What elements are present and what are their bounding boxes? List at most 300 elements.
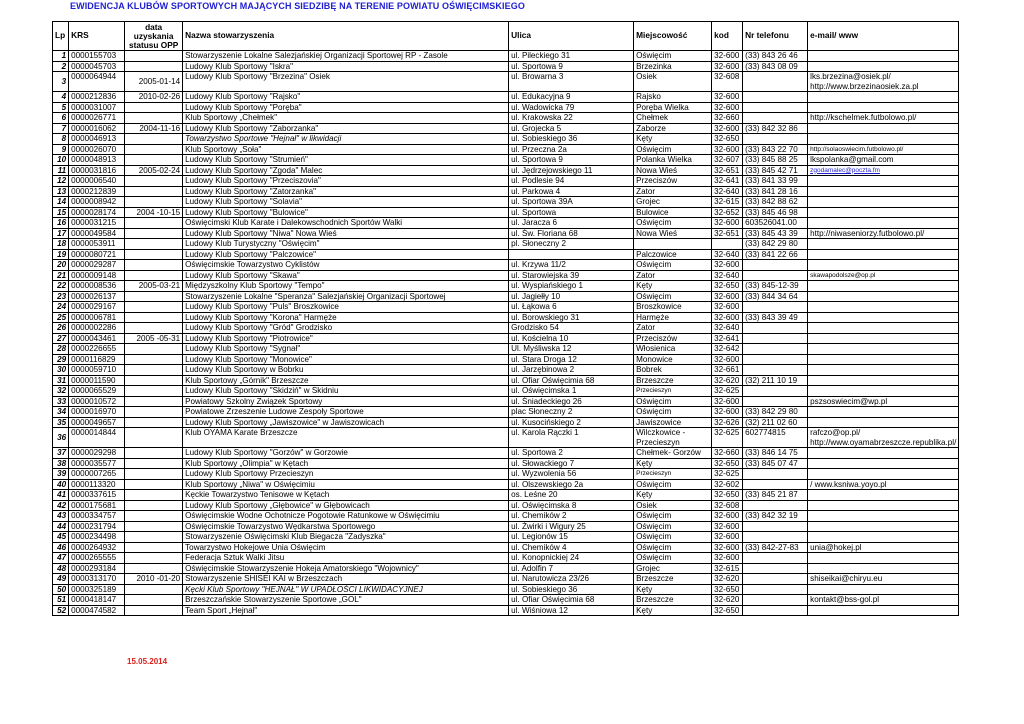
cell-name [183,490,509,501]
cell-code [712,239,743,250]
cell-web [808,291,959,302]
lp-text: 10 [57,155,67,164]
code-text: 32-642 [714,344,740,353]
cell-code [712,417,743,428]
lp-text: 51 [57,595,67,604]
cell-krs [69,270,125,281]
lp-text: 24 [57,302,67,311]
code-text: 32-600 [714,144,740,154]
cell-street [509,417,634,428]
code-text: 32-600 [714,521,740,531]
cell-code [712,144,743,155]
lp-text: 27 [57,333,67,343]
cell-street [509,123,634,134]
name-text: Ludowy Klub Turystyczny "Oświęcim" [185,239,320,248]
cell-phone [743,407,808,418]
cell-name [183,113,509,124]
cell-date [125,176,183,187]
cell-web [808,260,959,271]
krs-text: 0000010572 [71,396,117,406]
lp-text: 23 [57,291,67,301]
cell-city [634,605,712,616]
city-text: Przecieszyn [636,470,672,477]
cell-name [183,186,509,197]
name-text: Ludowy Klub Sportowy "Korona" Harmęże [185,312,337,322]
cell-city [634,500,712,511]
cell-name [183,197,509,208]
cell-phone [743,72,808,92]
cell-code [712,207,743,218]
street-text: ul. Wiśniowa 12 [511,605,568,615]
cell-phone [743,595,808,606]
cell-lp [53,574,69,585]
street-text: os. Leśne 20 [511,490,558,499]
lp-text: 50 [57,584,67,594]
code-text: 32-600 [714,51,740,60]
cell-lp [53,595,69,606]
table-row [53,186,959,197]
cell-web [808,511,959,522]
lp-text: 28 [57,344,67,353]
cell-date [125,72,183,92]
krs-text: 0000031816 [71,165,117,175]
code-text: 32-600 [714,407,740,416]
krs-text: 0000293184 [71,563,117,573]
krs-text: 0000026137 [71,291,117,301]
cell-street [509,144,634,155]
cell-name [183,595,509,606]
cell-web [808,165,959,176]
cell-street [509,113,634,124]
cell-date [125,186,183,197]
cell-city [634,92,712,103]
web-text[interactable]: http://niwaseniorzy.futbolowo.pl/ [810,228,925,238]
cell-street [509,281,634,292]
code-text: 32-608 [714,72,740,81]
cell-lp [53,51,69,62]
cell-date [125,218,183,229]
cell-krs [69,281,125,292]
cell-code [712,563,743,574]
street-text: ul. Sportowa 9 [511,61,563,71]
cell-web [808,61,959,72]
phone-text: (33) 842 32 19 [745,511,798,520]
lp-text: 13 [57,186,67,196]
cell-phone [743,333,808,344]
phone-text: (33) 845 21 87 [745,490,798,499]
cell-street [509,302,634,313]
cell-city [634,239,712,250]
cell-web [808,302,959,313]
krs-text: 0000026771 [71,113,117,122]
cell-code [712,333,743,344]
name-text: Klub Sportowy „Chełmek" [185,113,278,122]
phone-text: (33) 842 29 80 [745,239,798,248]
cell-street [509,542,634,553]
cell-date [125,291,183,302]
cell-phone [743,448,808,459]
cell-krs [69,260,125,271]
table-row [53,553,959,564]
cell-web [808,249,959,260]
cell-phone [743,521,808,532]
krs-text: 0000049584 [71,228,117,238]
cell-web [808,417,959,428]
web-text[interactable]: http://solaoswiecim.futbolowo.pl/ [810,145,904,153]
street-text: ul. Łąkowa 6 [511,302,557,311]
street-text: ul. Jagiełły 10 [511,291,561,301]
cell-name [183,249,509,260]
krs-text: 0000006540 [71,176,117,185]
cell-phone [743,92,808,103]
name-text: Ludowy Klub Sportowy "Sygnał" [185,344,301,353]
code-text: 32-651 [714,165,740,175]
web-text[interactable]: skawapodolsze@op.pl [810,271,876,279]
cell-code [712,218,743,229]
city2-text: Przecieszyn [636,437,680,447]
code-text: 32-600 [714,302,740,311]
web2-text[interactable]: http://www.brzezinaosiek.za.pl [810,81,919,91]
table-row [53,365,959,376]
date-text: 2010 -01-20 [136,574,181,583]
cell-name [183,458,509,469]
cell-web [808,155,959,166]
cell-phone [743,155,808,166]
krs-text: 0000059710 [71,365,117,374]
cell-web [808,333,959,344]
cell-code [712,123,743,134]
cell-city [634,542,712,553]
lp-text: 37 [57,448,67,457]
city-text: Oświęcim [636,553,672,562]
name-text: Powiatowy Szkolny Związek Sportowy [185,396,323,406]
table-row [53,72,959,92]
cell-web [808,123,959,134]
cell-krs [69,396,125,407]
cell-name [183,407,509,418]
table-row [53,155,959,166]
code-text: 32-620 [714,375,740,385]
cell-date [125,123,183,134]
table-row [53,386,959,397]
cell-krs [69,542,125,553]
cell-city [634,511,712,522]
code-text: 32-600 [714,511,740,520]
cell-street [509,239,634,250]
cell-code [712,249,743,260]
cell-street [509,270,634,281]
cell-phone [743,344,808,355]
cell-city [634,479,712,490]
krs-text: 0000053911 [71,239,116,248]
name-text: Międzyszkolny Klub Sportowy "Tempo" [185,281,325,290]
cell-street [509,344,634,355]
lp-text: 47 [57,553,67,562]
street-text: ul. Stara Droga 12 [511,354,577,364]
web-text[interactable]: rafczo@op.pl/ [810,428,861,437]
cell-date [125,375,183,386]
cell-city [634,563,712,574]
phone-text: (33) 843 08 09 [745,61,798,71]
phone-text: 602774815 [745,428,786,437]
phone-text: (33) 842 29 80 [745,407,798,416]
cell-name [183,574,509,585]
cell-city [634,197,712,208]
cell-lp [53,490,69,501]
cell-code [712,500,743,511]
table-row [53,354,959,365]
table-row [53,469,959,480]
table-row [53,396,959,407]
code-text: 32-600 [714,312,740,322]
name-text: Klub Sportowy „Olimpia" w Kętach [185,458,309,468]
cell-city [634,553,712,564]
city-text: Poręba Wielka [636,102,689,112]
cell-code [712,155,743,166]
name-text: Ludowy Klub Sportowy "Skidziń" w Skidniu [185,386,339,395]
cell-web [808,469,959,480]
street-text: ul. Adolfin 7 [511,563,553,573]
cell-date [125,333,183,344]
cell-lp [53,113,69,124]
table-row [53,500,959,511]
web-text[interactable]: / www.ksniwa.yoyo.pl [810,479,887,489]
cell-web [808,176,959,187]
cell-date [125,500,183,511]
cell-lp [53,186,69,197]
web-text[interactable]: lkspolanka@gmail.com [810,155,894,164]
code-text: 32-607 [714,155,740,164]
cell-code [712,584,743,595]
cell-date [125,365,183,376]
cell-web [808,134,959,145]
code-text: 32-641 [714,176,740,185]
code-text: 32-600 [714,92,740,101]
cell-name [183,365,509,376]
city-text: Oświęcim [636,260,672,269]
cell-web [808,197,959,208]
cell-name [183,165,509,176]
name-text: Ludowy Klub Sportowy „Głębowice" w Głębowicach [185,500,370,510]
street-text: Grodzisko 54 [511,323,559,332]
cell-city [634,51,712,62]
krs-text: 0000029287 [71,260,117,269]
cell-web [808,396,959,407]
street-text: ul. Wyspiańskiego 1 [511,281,584,290]
phone-text: (33) 844 34 64 [745,291,798,301]
street-text: ul. Kościelna 10 [511,333,569,343]
cell-city [634,595,712,606]
code-text: 32-600 [714,218,740,227]
name-text: Ludowy Klub Sportowy "Brzezina" Osiek [185,72,330,81]
cell-lp [53,521,69,532]
cell-phone [743,458,808,469]
header-lp: Lp [53,22,69,51]
header-date: data uzyskania statusu OPP [125,22,183,51]
krs-text: 0000048913 [71,155,117,164]
code-text: 32-652 [714,207,740,217]
cell-web [808,323,959,334]
phone-text: (33) 841 28 16 [745,186,798,196]
street-text: ul. Pileckiego 31 [511,51,571,60]
street-text: ul. Karola Rączki 1 [511,428,579,437]
lp-text: 14 [57,197,67,206]
city-text: Brzezinka [636,61,672,71]
street-text: ul. Wyzwolenia 56 [511,469,577,478]
street-text: ul. Chemików 4 [511,542,567,552]
cell-krs [69,197,125,208]
cell-date [125,207,183,218]
cell-web [808,218,959,229]
cell-street [509,511,634,522]
web-text[interactable]: http://kschelmek.futbolowo.pl/ [810,113,917,122]
lp-text: 20 [57,260,67,269]
lp-text: 3 [61,76,67,86]
cell-lp [53,333,69,344]
cell-name [183,521,509,532]
city-text: Przecieszyn [636,387,672,394]
city-text: Kęty [636,490,653,499]
cell-code [712,448,743,459]
cell-lp [53,123,69,134]
name-text: Oświęcimski Klub Karate i Dalekowschodnich Sportów Walki [185,218,403,227]
cell-code [712,186,743,197]
cell-phone [743,532,808,543]
lp-text: 17 [57,228,67,238]
cell-code [712,165,743,176]
cell-name [183,228,509,239]
cell-code [712,51,743,62]
table-row [53,511,959,522]
cell-phone [743,113,808,124]
web-text[interactable]: pszsoswiecim@wp.pl [810,396,888,406]
cell-krs [69,144,125,155]
web-text[interactable]: lks.brzezina@osiek.pl/ [810,72,891,81]
city-text: Monowice [636,354,673,364]
lp-text: 49 [57,574,67,583]
cell-name [183,123,509,134]
phone-text: (33) 845 46 98 [745,207,798,217]
street-text: Ul. Myśliwska 12 [511,344,572,353]
header-street: Ulica [509,22,634,51]
street-text: ul. Edukacyjna 9 [511,92,571,101]
cell-krs [69,354,125,365]
web-text[interactable]: zgodamalec@poczta.fm [810,166,880,174]
cell-street [509,574,634,585]
cell-web [808,281,959,292]
cell-code [712,490,743,501]
cell-phone [743,270,808,281]
cell-date [125,312,183,323]
cell-web [808,595,959,606]
cell-code [712,521,743,532]
cell-street [509,312,634,323]
code-text: 32-640 [714,186,740,196]
web-text[interactable]: shiseikai@chiryu.eu [810,574,883,583]
date-text: 2005-02-24 [138,165,181,175]
cell-city [634,72,712,92]
code-text: 32-600 [714,260,740,269]
phone-text: (33) 841 22 66 [745,249,798,259]
name-text: Ludowy Klub Sportowy "Rajsko" [185,92,301,101]
name-text: Ludowy Klub Sportowy "Gród" Grodzisko [185,323,333,332]
cell-phone [743,605,808,616]
name-text: Stowarzyszenie SHISEI KAI w Brzeszczach [185,574,343,583]
name-text: Ludowy Klub Sportowy "Zaborzanka" [185,123,319,133]
code-text: 32-600 [714,354,740,364]
name-text: Ludowy Klub Sportowy "Bulowice" [185,207,308,217]
cell-lp [53,249,69,260]
street-text: ul. Żwirki i Wigury 25 [511,521,586,531]
cell-date [125,595,183,606]
code-text: 32-600 [714,553,740,562]
cell-phone [743,396,808,407]
cell-street [509,186,634,197]
cell-web [808,375,959,386]
city-text: Przeciszów [636,176,678,185]
city-text: Oświęcim [636,532,672,541]
cell-krs [69,490,125,501]
table-row [53,605,959,616]
cell-street [509,323,634,334]
lp-text: 52 [57,605,67,615]
lp-text: 2 [61,61,67,71]
krs-text: 0000080721 [71,249,117,259]
krs-text: 0000418147 [71,595,117,604]
cell-krs [69,228,125,239]
table-row [53,51,959,62]
lp-text: 21 [57,270,67,280]
code-text: 32-650 [714,458,740,468]
cell-lp [53,270,69,281]
table-row [53,249,959,260]
cell-date [125,61,183,72]
cell-lp [53,563,69,574]
name-text: Ludowy Klub Sportowy "Solavia" [185,197,303,206]
table-row [53,595,959,606]
cell-krs [69,207,125,218]
lp-text: 7 [61,123,67,133]
name-text: Stowarzyszenie Oświęcimski Klub Biegacza "Zadyszka" [185,532,386,541]
cell-street [509,553,634,564]
code-text: 32-650 [714,281,740,290]
table-row [53,574,959,585]
krs-text: 0000009148 [71,270,117,280]
cell-krs [69,428,125,448]
lp-text: 34 [57,407,67,416]
name-text: Towarzystwo Sportowe "Hejnał" w likwidacji [185,134,342,143]
krs-text: 0000002286 [71,323,117,332]
city-text: Broszkowice [636,302,682,311]
web-text[interactable]: kontakt@bss-gol.pl [810,595,880,604]
cell-date [125,197,183,208]
cell-street [509,165,634,176]
lp-text: 30 [57,365,67,374]
city-text: Jawiszowice [636,417,682,427]
cell-date [125,354,183,365]
cell-web [808,51,959,62]
code-text: 32-640 [714,249,740,259]
web-text[interactable]: unia@hokej.pl [810,542,862,552]
cell-date [125,417,183,428]
cell-name [183,542,509,553]
cell-lp [53,448,69,459]
web2-text[interactable]: http://www.oyamabrzeszcze.republika.pl/ [810,437,957,447]
table-row [53,375,959,386]
lp-text: 19 [57,249,67,259]
street-text: ul. Podlesie 94 [511,176,565,185]
cell-krs [69,291,125,302]
